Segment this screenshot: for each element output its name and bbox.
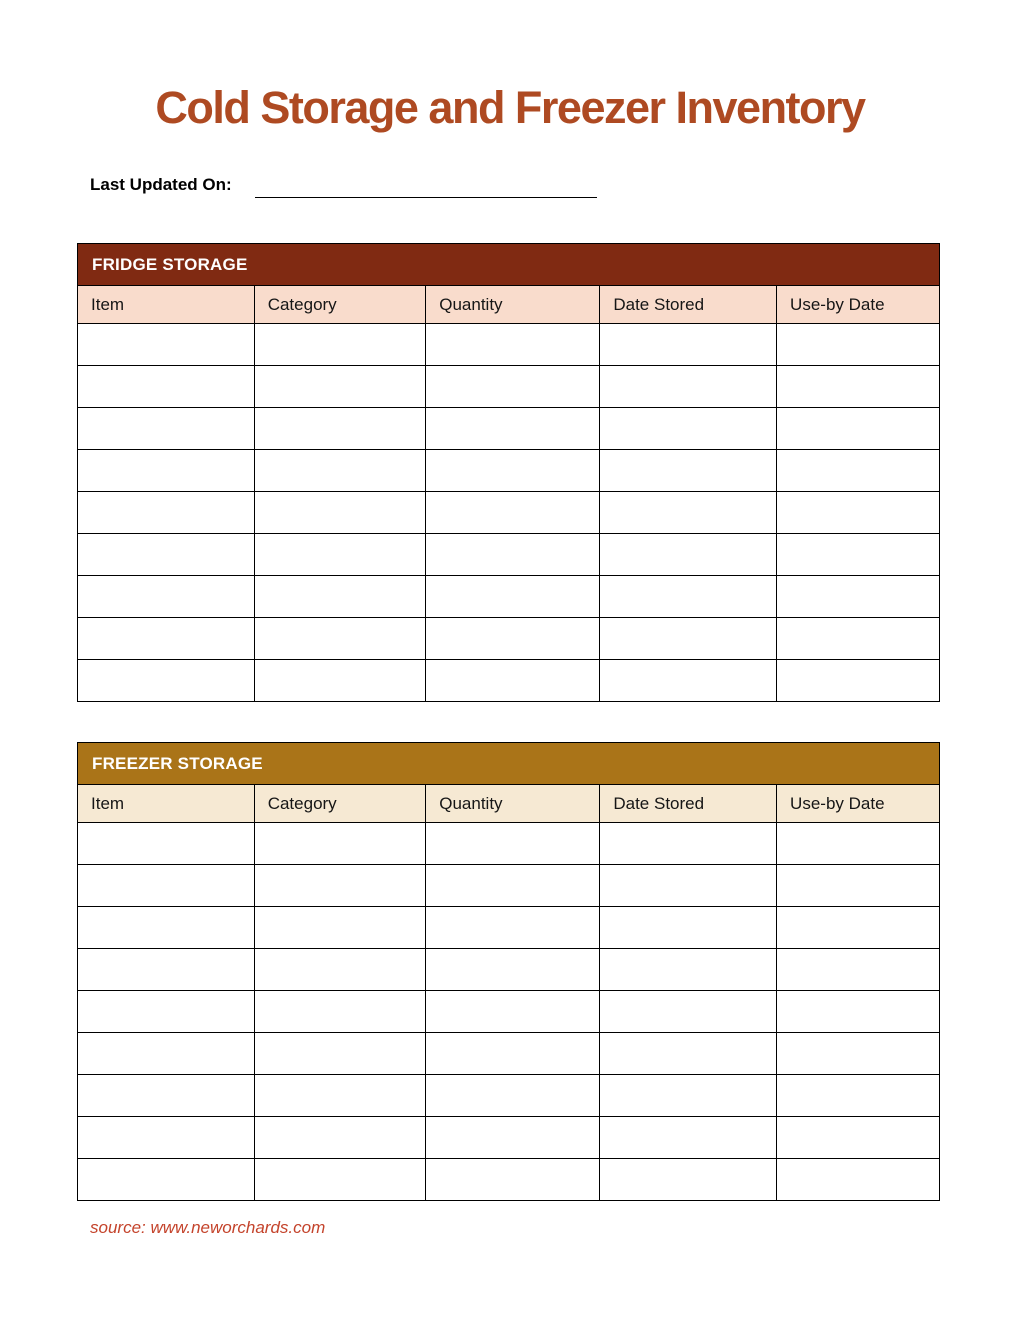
page-title: Cold Storage and Freezer Inventory bbox=[155, 82, 865, 133]
table-cell[interactable] bbox=[777, 949, 940, 991]
table-cell[interactable] bbox=[254, 450, 426, 492]
table-cell[interactable] bbox=[600, 324, 777, 366]
table-cell[interactable] bbox=[600, 1075, 777, 1117]
table-cell[interactable] bbox=[600, 408, 777, 450]
table-cell[interactable] bbox=[600, 492, 777, 534]
table-cell[interactable] bbox=[777, 324, 940, 366]
table-cell[interactable] bbox=[254, 949, 426, 991]
freezer-column-header-row bbox=[78, 785, 940, 823]
table-cell[interactable] bbox=[426, 823, 600, 865]
table-cell[interactable] bbox=[78, 450, 255, 492]
table-cell[interactable] bbox=[426, 576, 600, 618]
column-header-item: Item bbox=[78, 785, 255, 823]
table-cell[interactable] bbox=[426, 1159, 600, 1201]
table-cell[interactable] bbox=[600, 907, 777, 949]
table-row bbox=[78, 991, 940, 1033]
table-cell[interactable] bbox=[600, 618, 777, 660]
table-row bbox=[78, 1159, 940, 1201]
table-cell[interactable] bbox=[78, 1117, 255, 1159]
table-cell[interactable] bbox=[426, 660, 600, 702]
table-cell[interactable] bbox=[777, 576, 940, 618]
table-cell[interactable] bbox=[600, 949, 777, 991]
freezer-storage-table bbox=[77, 742, 940, 1201]
table-cell[interactable] bbox=[254, 865, 426, 907]
table-row bbox=[78, 576, 940, 618]
table-cell[interactable] bbox=[254, 324, 426, 366]
table-cell[interactable] bbox=[426, 534, 600, 576]
column-header-category: Category bbox=[254, 785, 426, 823]
table-cell[interactable] bbox=[78, 1159, 255, 1201]
table-cell[interactable] bbox=[777, 618, 940, 660]
fridge-storage-title: FRIDGE STORAGE bbox=[78, 244, 940, 286]
freezer-storage-title: FREEZER STORAGE bbox=[78, 743, 940, 785]
table-cell[interactable] bbox=[777, 1075, 940, 1117]
table-cell[interactable] bbox=[777, 450, 940, 492]
table-row bbox=[78, 366, 940, 408]
table-cell[interactable] bbox=[777, 865, 940, 907]
table-cell[interactable] bbox=[777, 366, 940, 408]
table-row bbox=[78, 949, 940, 991]
column-header-quantity: Quantity bbox=[426, 286, 600, 324]
table-cell[interactable] bbox=[600, 1159, 777, 1201]
table-cell[interactable] bbox=[78, 1075, 255, 1117]
table-cell[interactable] bbox=[426, 1033, 600, 1075]
table-cell[interactable] bbox=[78, 823, 255, 865]
table-cell[interactable] bbox=[78, 1033, 255, 1075]
table-cell[interactable] bbox=[777, 1159, 940, 1201]
table-cell[interactable] bbox=[78, 865, 255, 907]
table-cell[interactable] bbox=[777, 534, 940, 576]
table-row bbox=[78, 534, 940, 576]
table-cell[interactable] bbox=[254, 618, 426, 660]
table-cell[interactable] bbox=[426, 907, 600, 949]
column-header-quantity: Quantity bbox=[426, 785, 600, 823]
table-cell[interactable] bbox=[600, 1033, 777, 1075]
table-cell[interactable] bbox=[254, 907, 426, 949]
table-cell[interactable] bbox=[426, 1075, 600, 1117]
last-updated-row bbox=[90, 172, 1020, 198]
table-cell[interactable] bbox=[78, 324, 255, 366]
table-cell[interactable] bbox=[78, 618, 255, 660]
column-header-use-by-date: Use-by Date bbox=[777, 785, 940, 823]
table-cell[interactable] bbox=[254, 534, 426, 576]
table-cell[interactable] bbox=[426, 450, 600, 492]
fridge-storage-table bbox=[77, 243, 940, 702]
table-cell[interactable] bbox=[426, 1117, 600, 1159]
table-cell[interactable] bbox=[600, 576, 777, 618]
table-cell[interactable] bbox=[777, 660, 940, 702]
table-row bbox=[78, 1117, 940, 1159]
table-cell[interactable] bbox=[254, 1159, 426, 1201]
table-cell[interactable] bbox=[78, 366, 255, 408]
table-cell[interactable] bbox=[254, 1075, 426, 1117]
source-attribution: source: www.neworchards.com bbox=[90, 1218, 326, 1237]
table-row bbox=[78, 660, 940, 702]
table-cell[interactable] bbox=[600, 534, 777, 576]
column-header-use-by-date: Use-by Date bbox=[777, 286, 940, 324]
table-row bbox=[78, 492, 940, 534]
table-cell[interactable] bbox=[254, 576, 426, 618]
table-cell[interactable] bbox=[78, 907, 255, 949]
table-cell[interactable] bbox=[600, 366, 777, 408]
table-row bbox=[78, 1075, 940, 1117]
table-cell[interactable] bbox=[254, 660, 426, 702]
table-cell[interactable] bbox=[777, 492, 940, 534]
fridge-storage-section bbox=[77, 243, 940, 702]
table-row bbox=[78, 865, 940, 907]
table-cell[interactable] bbox=[78, 408, 255, 450]
column-header-date-stored: Date Stored bbox=[600, 785, 777, 823]
last-updated-label: Last Updated On: bbox=[90, 175, 232, 194]
table-cell[interactable] bbox=[426, 618, 600, 660]
table-cell[interactable] bbox=[254, 492, 426, 534]
column-header-item: Item bbox=[78, 286, 255, 324]
table-cell[interactable] bbox=[254, 366, 426, 408]
table-cell[interactable] bbox=[254, 823, 426, 865]
table-cell[interactable] bbox=[78, 991, 255, 1033]
last-updated-input[interactable] bbox=[255, 174, 597, 198]
table-cell[interactable] bbox=[426, 408, 600, 450]
table-cell[interactable] bbox=[777, 907, 940, 949]
table-cell[interactable] bbox=[78, 534, 255, 576]
table-cell[interactable] bbox=[777, 1117, 940, 1159]
table-cell[interactable] bbox=[426, 949, 600, 991]
fridge-storage-title-row bbox=[78, 244, 940, 286]
table-row bbox=[78, 618, 940, 660]
table-row bbox=[78, 324, 940, 366]
table-cell[interactable] bbox=[254, 408, 426, 450]
freezer-storage-title-row bbox=[78, 743, 940, 785]
column-header-date-stored: Date Stored bbox=[600, 286, 777, 324]
table-cell[interactable] bbox=[600, 865, 777, 907]
table-row bbox=[78, 823, 940, 865]
table-cell[interactable] bbox=[426, 865, 600, 907]
table-cell[interactable] bbox=[78, 576, 255, 618]
table-cell[interactable] bbox=[600, 660, 777, 702]
table-cell[interactable] bbox=[78, 949, 255, 991]
table-cell[interactable] bbox=[254, 1117, 426, 1159]
table-cell[interactable] bbox=[426, 366, 600, 408]
freezer-storage-section bbox=[77, 742, 940, 1201]
table-row bbox=[78, 408, 940, 450]
table-cell[interactable] bbox=[426, 991, 600, 1033]
column-header-category: Category bbox=[254, 286, 426, 324]
table-cell[interactable] bbox=[78, 660, 255, 702]
table-cell[interactable] bbox=[254, 991, 426, 1033]
table-cell[interactable] bbox=[254, 1033, 426, 1075]
table-cell[interactable] bbox=[600, 450, 777, 492]
table-cell[interactable] bbox=[600, 1117, 777, 1159]
table-cell[interactable] bbox=[777, 1033, 940, 1075]
table-cell[interactable] bbox=[777, 823, 940, 865]
table-row bbox=[78, 907, 940, 949]
table-cell[interactable] bbox=[600, 991, 777, 1033]
table-cell[interactable] bbox=[600, 823, 777, 865]
table-cell[interactable] bbox=[426, 324, 600, 366]
table-cell[interactable] bbox=[777, 408, 940, 450]
fridge-column-header-row bbox=[78, 286, 940, 324]
table-cell[interactable] bbox=[426, 492, 600, 534]
table-row bbox=[78, 450, 940, 492]
table-cell[interactable] bbox=[78, 492, 255, 534]
table-row bbox=[78, 1033, 940, 1075]
table-cell[interactable] bbox=[777, 991, 940, 1033]
